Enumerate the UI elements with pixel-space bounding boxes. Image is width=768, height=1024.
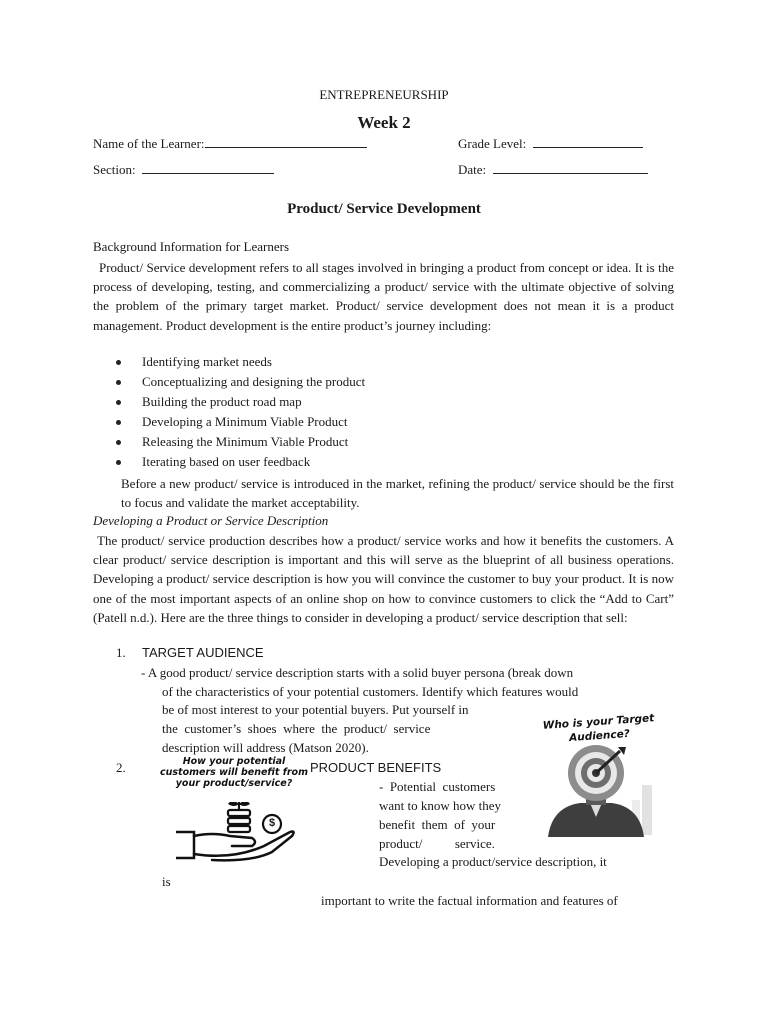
item2-line: - Potential customers (379, 779, 496, 794)
subject-title: ENTREPRENEURSHIP (319, 87, 449, 102)
item2-title: PRODUCT BENEFITS (310, 760, 442, 775)
item2-line: product/ service. (379, 836, 495, 851)
item1-number: 1. (116, 645, 126, 660)
item1-line: of the characteristics of your potential customers. Identify which features would (162, 684, 579, 699)
section-label: Section: (93, 162, 136, 177)
week-title: Week 2 (357, 113, 411, 132)
item2-line: is (162, 874, 171, 889)
bullet-icon (116, 460, 121, 465)
bullet-icon (116, 380, 121, 385)
bullet-icon (116, 360, 121, 365)
target-person-icon (540, 745, 660, 837)
target-caption: Who is your Target Audience? (542, 712, 655, 745)
item2-number: 2. (116, 760, 126, 775)
hand-coins-icon (172, 802, 302, 864)
date-label: Date: (458, 162, 487, 177)
background-closing: Before a new product/ service is introduced in the market, refining the product/ service should be the first to focus and validate the market acceptability. (121, 476, 674, 511)
name-blank[interactable] (205, 135, 367, 148)
item1-line: the customer’s shoes where the product/ service (162, 721, 431, 736)
bullet-icon (116, 440, 121, 445)
target-audience-image (528, 705, 668, 837)
background-paragraph: Product/ Service development refers to all stages involved in bringing a product from concept or idea. It is the process of developing, testing, and commercializing a product/ service with the ultimate objective of solving the problem of the primary target market. Product/ service development does not mean it is a product management. Product development is the entire product’s journey including: (93, 260, 674, 333)
item1-line: description will address (Matson 2020). (162, 740, 369, 755)
item2-line: important to write the factual information and features of (321, 893, 618, 908)
grade-field (458, 135, 643, 152)
date-field (458, 161, 648, 178)
name-label: Name of the Learner: (93, 136, 205, 151)
dollar-coin-icon: $ (268, 817, 276, 829)
grade-label: Grade Level: (458, 136, 527, 151)
date-blank[interactable] (493, 161, 648, 174)
benefit-caption: How your potential customers will benefit from your product/service? (160, 756, 308, 789)
product-benefits-image (160, 756, 310, 864)
item2-line: Developing a product/service description, it (379, 854, 607, 869)
item1-title: TARGET AUDIENCE (142, 645, 264, 660)
name-field (93, 135, 367, 152)
section-blank[interactable] (142, 161, 274, 174)
background-heading: Background Information for Learners (93, 239, 290, 254)
page-title: Product/ Service Development (287, 201, 481, 217)
description-paragraph: The product/ service production describes how a product/ service works and how it benefits the customers. A clear product/ service description is important and this will serve as the blueprint of all business operations. Developing a product/ service description is how you will convince the customer to buy your product. It is now one of the most important aspects of an online shop on how to convince customers to click the “Add to Cart” (Patell n.d.). Here are the three things to consider in developing a product/ service description that sell: (93, 533, 674, 625)
item1-line: be of most interest to your potential buyers. Put yourself in (162, 702, 469, 717)
item2-line: benefit them of your (379, 817, 496, 832)
grade-blank[interactable] (533, 135, 643, 148)
description-heading: Developing a Product or Service Description (93, 513, 329, 528)
section-field (93, 161, 274, 178)
bullet-icon (116, 400, 121, 405)
item2-line: want to know how they (379, 798, 502, 813)
item1-line: - A good product/ service description starts with a solid buyer persona (break down (141, 665, 574, 680)
bullet-icon (116, 420, 121, 425)
